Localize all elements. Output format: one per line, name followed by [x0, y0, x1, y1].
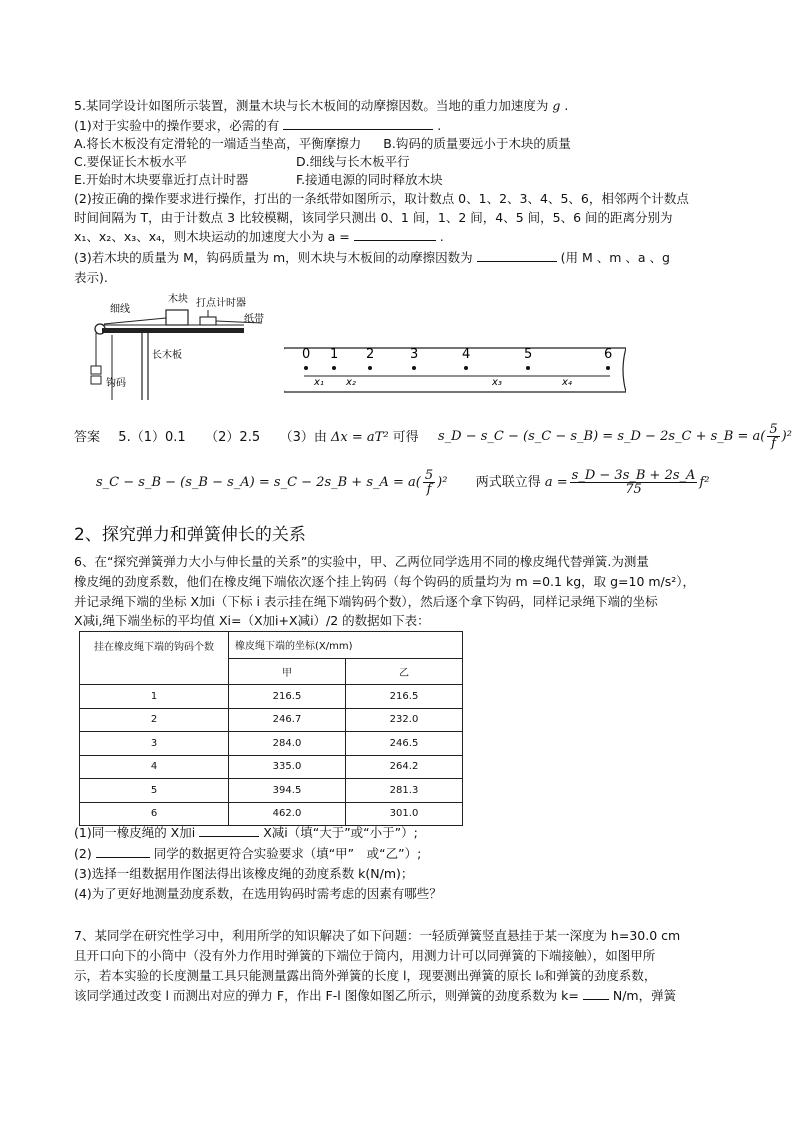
q6-line3: 并记录绳下端的坐标 X加i（下标 i 表示挂在绳下端钩码个数），然后逐个拿下钩码，同样记录绳下端的坐标 — [74, 594, 658, 609]
segment-x3: x₃ — [492, 377, 502, 388]
point-label: 0 — [302, 347, 311, 362]
option-d: D.细线与长木板平行 — [296, 154, 410, 169]
q6-sub4: (4)为了更好地测量劲度系数，在选用钩码时需考虑的因素有哪些？ — [74, 886, 442, 901]
answer-eq2: s_D − s_C − (s_C − s_B) = s_D − 2s_C + s_B = a( $\frac{5}{f}$ )² — [438, 422, 792, 451]
table-header-jia: 甲 — [229, 658, 346, 685]
tape-dot-1 — [332, 366, 336, 370]
q5-intro: 5.某同学设计如图所示装置，测量木块与长木板间的动摩擦因数。当地的重力加速度为 g . — [74, 98, 569, 113]
option-c: C.要保证长木板水平 — [74, 154, 187, 169]
q5-part2-line1: (2)按正确的操作要求进行操作，打出的一条纸带如图所示，取计数点 0、1、2、3、4、5、6，相邻两个计数点 — [74, 191, 689, 206]
apparatus-figure — [82, 290, 282, 402]
tape-dot-0 — [304, 366, 308, 370]
label-rope: 细线 — [110, 304, 130, 315]
table-row: 3 284.0 246.5 — [80, 732, 463, 756]
point-label: 6 — [604, 347, 613, 362]
point-label: 2 — [366, 347, 375, 362]
answer-eq3: s_C − s_B − (s_B − s_A) = s_C − 2s_B + s_A = a( $\frac{5}{f}$ )² 两式联立得 a = $\frac{s\_D - 3s\_B + 2s\_A}{75}$ f² — [96, 468, 710, 497]
table-header-yi: 乙 — [346, 658, 463, 685]
answer-blank[interactable] — [283, 117, 433, 130]
q6-line4: X减i,绳下端坐标的平均值 Xi=（X加i+X减i）/2 的数据如下表： — [74, 613, 430, 628]
label-weight: 钩码 — [106, 378, 126, 389]
table-row: 1 216.5 216.5 — [80, 685, 463, 709]
table-row: 2 246.7 232.0 — [80, 708, 463, 732]
option-f: F.接通电源的同时释放木块 — [296, 172, 443, 187]
q5-options-cd — [74, 153, 410, 171]
segment-x2: x₂ — [346, 377, 356, 388]
tape-dot-3 — [412, 366, 416, 370]
q5-part3-line1: (3)若木块的质量为 M，钩码质量为 m，则木块与木板间的动摩擦因数为 (用 M 、m 、a 、g — [74, 250, 670, 265]
q6-sub1: (1)同一橡皮绳的 X加i X减i（填“大于”或“小于”）; — [74, 825, 418, 840]
tape-dots — [304, 366, 610, 370]
q7-line3: 示，若本实验的长度测量工具只能测量露出筒外弹簧的长度 l，现要测出弹簧的原长 l₀和弹簧的劲度系数， — [74, 968, 657, 983]
data-table — [79, 631, 463, 826]
table-header-coord: 橡皮绳下端的坐标(X/mm) — [229, 632, 463, 659]
point-label: 5 — [524, 347, 533, 362]
answer-blank[interactable] — [354, 228, 436, 241]
answer-blank[interactable] — [96, 845, 150, 858]
q5-part3-line2: 表示). — [74, 270, 108, 285]
q7-line2: 且开口向下的小筒中（没有外力作用时弹簧的下端位于筒内，用测力计可以同弹簧的下端接触），如图甲所 — [74, 948, 656, 963]
q7-line4: 该同学通过改变 l 而测出对应的弹力 F，作出 F-l 图像如图乙所示，则弹簧的劲度系数为 k= N/m，弹簧 — [74, 988, 677, 1003]
answer-label: 答案 — [74, 430, 101, 445]
q6-sub3: (3)选择一组数据用作图法得出该橡皮绳的劲度系数 k(N/m)； — [74, 866, 414, 881]
answer-blank[interactable] — [583, 987, 609, 1000]
option-b: B.钩码的质量要远小于木块的质量 — [383, 136, 571, 151]
q5-part2-line2: 时间间隔为 T，由于计数点 3 比较模糊，该同学只测出 0、1 间，1、2 间，4、5 间，5、6 间的距离分别为 — [74, 210, 673, 225]
q7-line1: 7、某同学在研究性学习中，利用所学的知识解决了如下问题：一轻质弹簧竖直悬挂于某一深度为 h=30.0 cm — [74, 928, 681, 943]
option-e: E.开始时木块要靠近打点计时器 — [74, 172, 249, 187]
q6-sub2: (2) 同学的数据更符合实验要求（填“甲” 或“乙”）; — [74, 846, 422, 861]
point-label: 3 — [410, 347, 419, 362]
paper-tape-figure — [284, 340, 626, 398]
q6-line2: 橡皮绳的劲度系数，他们在橡皮绳下端依次逐个挂上钩码（每个钩码的质量均为 m =0.1 kg，取 g=10 m/s²）， — [74, 574, 696, 589]
table-header-count: 挂在橡皮绳下端的钩码个数 — [80, 632, 229, 685]
answer-blank[interactable] — [199, 824, 259, 837]
answer-line1: 答案 5.（1）0.1 （2）2.5 （3）由 Δx = aT² 可得 — [74, 430, 419, 445]
option-a: A.将长木板没有定滑轮的一端适当垫高，平衡摩擦力 — [74, 136, 362, 151]
q5-part1: (1)对于实验中的操作要求，必需的有 . — [74, 118, 442, 133]
q5-part2-line3: x₁、x₂、x₃、x₄，则木块运动的加速度大小为 a = . — [74, 229, 444, 244]
tape-dot-6 — [606, 366, 610, 370]
q6-line1: 6、在“探究弹簧弹力大小与伸长量的关系”的实验中，甲、乙两位同学选用不同的橡皮绳代替弹簧.为测量 — [74, 554, 649, 569]
section-title: 2、探究弹力和弹簧伸长的关系 — [74, 525, 306, 545]
tape-dot-4 — [464, 366, 468, 370]
segment-x1: x₁ — [314, 377, 324, 388]
point-label: 1 — [330, 347, 339, 362]
table-row: 6 462.0 301.0 — [80, 802, 463, 826]
tape-dot-2 — [368, 366, 372, 370]
table-row: 5 394.5 281.3 — [80, 779, 463, 803]
q5-options-ab — [74, 135, 571, 153]
table-row: 4 335.0 264.2 — [80, 755, 463, 779]
label-timer: 打点计时器 — [196, 298, 246, 309]
label-board: 长木板 — [152, 350, 182, 361]
point-label: 4 — [462, 347, 471, 362]
tape-dot-5 — [526, 366, 530, 370]
q5-options-ef — [74, 171, 443, 189]
segment-x4: x₄ — [562, 377, 572, 388]
answer-blank[interactable] — [477, 249, 557, 262]
label-tape: 纸带 — [244, 314, 264, 325]
label-block: 木块 — [168, 294, 188, 305]
